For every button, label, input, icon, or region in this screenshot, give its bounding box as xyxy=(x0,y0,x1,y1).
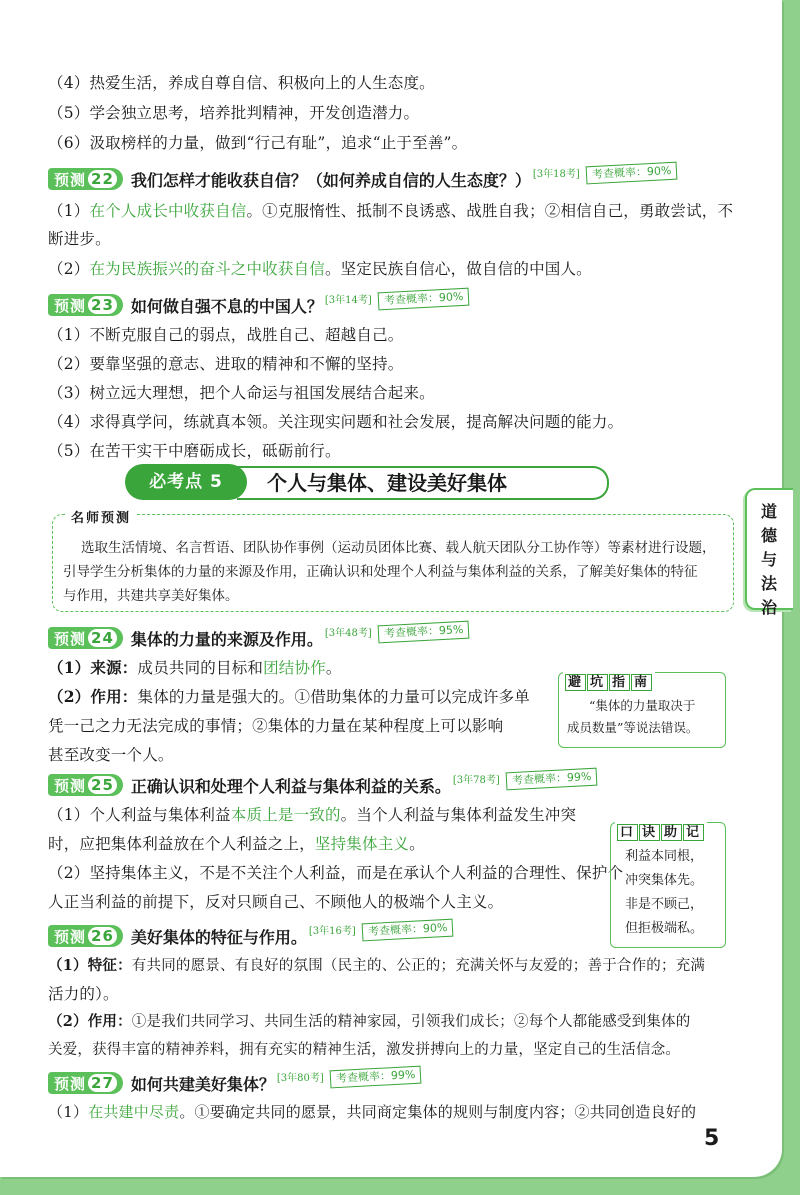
exam-probability-stamp: 考查概率：90% xyxy=(585,162,677,185)
intro-item: （6）汲取榜样的力量，做到“行己有耻”，追求“止于至善”。 xyxy=(48,134,468,152)
answer-highlight: 在共建中尽责 xyxy=(88,1103,180,1121)
answer-text: 集体的力量是强大的。①借助集体的力量可以完成许多单 xyxy=(137,688,531,706)
question-number: 25 xyxy=(88,776,117,794)
question-title: 集体的力量的来源及作用。 xyxy=(130,629,323,649)
tip-label-char: 指 xyxy=(609,674,630,691)
mnemonic-line: 冲突集体先。 xyxy=(625,873,704,888)
question-title: 我们怎样才能收获自信？（如何养成自信的人生态度？） xyxy=(130,170,531,190)
answer-line: （2）要靠坚强的意志、进取的精神和不懈的坚持。 xyxy=(48,355,404,373)
answer-line: 关爱，获得丰富的精神养料，拥有充实的精神生活，激发拼搏向上的力量，坚定自己的生活信念。 xyxy=(48,1042,681,1058)
answer-line xyxy=(48,657,342,679)
intro-item: （4）热爱生活，养成自尊自信、积极向上的人生态度。 xyxy=(48,74,435,92)
question-number: 27 xyxy=(88,1074,117,1092)
section-label: 必考点 5 xyxy=(125,464,247,500)
prediction-badge xyxy=(48,925,123,947)
question-26-header xyxy=(48,921,453,951)
answer-text: 。 xyxy=(325,659,342,677)
mnemonic-line: 非是不顾己， xyxy=(625,897,704,912)
answer-line xyxy=(48,833,425,855)
exam-source: [3年78考] xyxy=(452,774,500,786)
tip-label-char: 避 xyxy=(565,674,586,691)
section-title-box xyxy=(237,466,609,500)
question-number: 22 xyxy=(88,170,117,188)
answer-highlight: 在为民族振兴的奋斗之中收获自信 xyxy=(89,260,325,278)
question-23-header xyxy=(48,290,469,320)
prediction-badge xyxy=(48,294,123,316)
section-title: 个人与集体、建设美好集体 xyxy=(267,471,507,495)
mnemonic-box xyxy=(610,822,726,948)
mnemonic-line: 利益本同根， xyxy=(625,849,704,864)
badge-text: 预测 xyxy=(54,927,87,946)
answer-line: 断进步。 xyxy=(48,230,111,248)
answer-highlight: 本质上是一致的 xyxy=(230,806,341,824)
answer-heading: （1）来源： xyxy=(48,658,138,677)
question-22-header xyxy=(48,164,677,194)
teacher-prediction-box xyxy=(52,511,734,612)
answer-highlight: 团结协作 xyxy=(263,659,326,677)
answer-text: 。①克服惰性、抵制不良诱惑、战胜自我；②相信自己，勇敢尝试，不 xyxy=(246,202,734,220)
answer-line xyxy=(48,804,576,826)
answer-line: （4）求得真学问，练就真本领。关注现实问题和社会发展，提高解决问题的能力。 xyxy=(48,413,624,431)
exam-source: [3年80考] xyxy=(276,1072,324,1084)
answer-text: 。①要确定共同的愿景，共同商定集体的规则与制度内容；②共同创造良好的 xyxy=(179,1103,697,1121)
intro-item: （5）学会独立思考，培养批判精神，开发创造潜力。 xyxy=(48,104,420,122)
answer-line: （1）不断克服自己的弱点，战胜自己、超越自己。 xyxy=(48,326,404,344)
mnemonic-label-char: 助 xyxy=(661,824,682,841)
answer-line: （2）在为民族振兴的奋斗之中收获自信。坚定民族自信心，做自信的中国人。 xyxy=(48,260,592,278)
answer-text: （1） xyxy=(48,1103,89,1121)
answer-text: 时，应把集体利益放在个人利益之上， xyxy=(48,835,315,853)
question-24-header xyxy=(48,623,469,653)
teacher-prediction-label: 名师预测 xyxy=(67,507,135,526)
answer-line: 人正当利益的前提下，反对只顾自己、不顾他人的极端个人主义。 xyxy=(48,893,504,911)
answer-line xyxy=(48,1101,696,1123)
answer-line: （3）树立远大理想，把个人命运与祖国发展结合起来。 xyxy=(48,384,435,402)
prediction-badge xyxy=(48,1072,123,1094)
badge-text: 预测 xyxy=(54,1074,87,1093)
section-banner xyxy=(125,464,610,500)
badge-text: 预测 xyxy=(54,170,87,189)
mnemonic-label-char: 记 xyxy=(683,824,704,841)
exam-source: [3年18考] xyxy=(532,168,580,180)
question-title: 如何共建美好集体？ xyxy=(130,1074,275,1094)
badge-text: 预测 xyxy=(54,296,87,315)
question-number: 23 xyxy=(88,296,117,314)
answer-line: 凭一己之力无法完成的事情；②集体的力量在某种程度上可以影响 xyxy=(48,717,504,735)
answer-line: （2）坚持集体主义，不是不关注个人利益，而是在承认个人利益的合理性、保护个 xyxy=(48,864,624,882)
exam-source: [3年16考] xyxy=(308,925,356,937)
mnemonic-label-char: 诀 xyxy=(639,824,660,841)
exam-source: [3年14考] xyxy=(324,294,372,306)
pitfall-tip-box xyxy=(558,672,726,748)
prediction-badge xyxy=(48,774,123,796)
question-number: 24 xyxy=(88,629,117,647)
answer-text: 。 xyxy=(409,835,425,853)
badge-text: 预测 xyxy=(54,776,87,795)
exam-probability-stamp: 考查概率：99% xyxy=(329,1066,421,1089)
exam-probability-stamp: 考查概率：99% xyxy=(505,768,597,791)
exam-probability-stamp: 考查概率：90% xyxy=(377,288,469,311)
question-25-header xyxy=(48,770,597,800)
answer-text: 。坚定民族自信心，做自信的中国人。 xyxy=(324,260,592,278)
tip-text-line: 成员数量”等说法错误。 xyxy=(567,720,699,735)
tip-text-line: “集体的力量取决于 xyxy=(589,698,696,713)
answer-heading: （2）作用： xyxy=(48,687,138,706)
answer-line xyxy=(48,1011,690,1033)
page-number: 5 xyxy=(704,1126,720,1151)
answer-line: （1）在个人成长中收获自信。①克服惰性、抵制不良诱惑、战胜自我；②相信自己，勇敢尝试，不 xyxy=(48,202,734,220)
question-title: 美好集体的特征与作用。 xyxy=(130,927,307,947)
mnemonic-label xyxy=(615,821,707,840)
tip-label-char: 坑 xyxy=(587,674,608,691)
exam-probability-stamp: 考查概率：95% xyxy=(377,621,469,644)
exam-probability-stamp: 考查概率：90% xyxy=(361,919,453,942)
mnemonic-line: 但拒极端私。 xyxy=(625,921,704,936)
answer-text: 成员共同的目标和 xyxy=(137,659,264,677)
answer-line: 甚至改变一个人。 xyxy=(48,746,174,764)
answer-line xyxy=(48,686,530,708)
answer-highlight: 坚持集体主义 xyxy=(314,835,410,853)
exam-source: [3年48考] xyxy=(324,627,372,639)
teacher-text-line: 引导学生分析集体的力量的来源及作用，正确认识和处理个人利益与集体利益的关系，了解美好集体的特征 xyxy=(63,564,698,580)
prediction-badge xyxy=(48,168,123,190)
teacher-text-line: 选取生活情境、名言哲语、团队协作事例（运动员团体比赛、载人航天团队分工协作等）等素材进行设题， xyxy=(81,540,716,556)
question-title: 如何做自强不息的中国人？ xyxy=(130,296,323,316)
answer-text: 。当个人利益与集体利益发生冲突 xyxy=(340,806,577,824)
answer-line: 活力的）。 xyxy=(48,985,119,1003)
badge-text: 预测 xyxy=(54,629,87,648)
answer-heading: （2）作用： xyxy=(48,1013,132,1030)
teacher-text-line: 与作用，共建共享美好集体。 xyxy=(63,588,239,604)
subject-side-tab xyxy=(745,488,793,617)
prediction-badge xyxy=(48,627,123,649)
answer-text: 有共同的愿景、有良好的氛围（民主的、公正的；充满关怀与友爱的；善于合作的；充满 xyxy=(131,958,706,974)
question-number: 26 xyxy=(88,927,117,945)
answer-line xyxy=(48,955,705,977)
tip-label-char: 南 xyxy=(631,674,652,691)
answer-line: （5）在苦干实干中磨砺成长，砥砺前行。 xyxy=(48,442,341,460)
answer-text: （1）个人利益与集体利益 xyxy=(48,806,231,824)
pitfall-tip-label xyxy=(563,671,655,690)
question-title: 正确认识和处理个人利益与集体利益的关系。 xyxy=(130,776,451,796)
answer-text: ①是我们共同学习、共同生活的精神家园，引领我们成长；②每个人都能感受到集体的 xyxy=(131,1014,691,1030)
question-27-header xyxy=(48,1068,421,1098)
mnemonic-label-char: 口 xyxy=(617,824,638,841)
subject-tab-label: 道德与法治 xyxy=(760,502,777,617)
answer-heading: （1）特征： xyxy=(48,957,132,974)
answer-highlight: 在个人成长中收获自信 xyxy=(89,202,247,220)
